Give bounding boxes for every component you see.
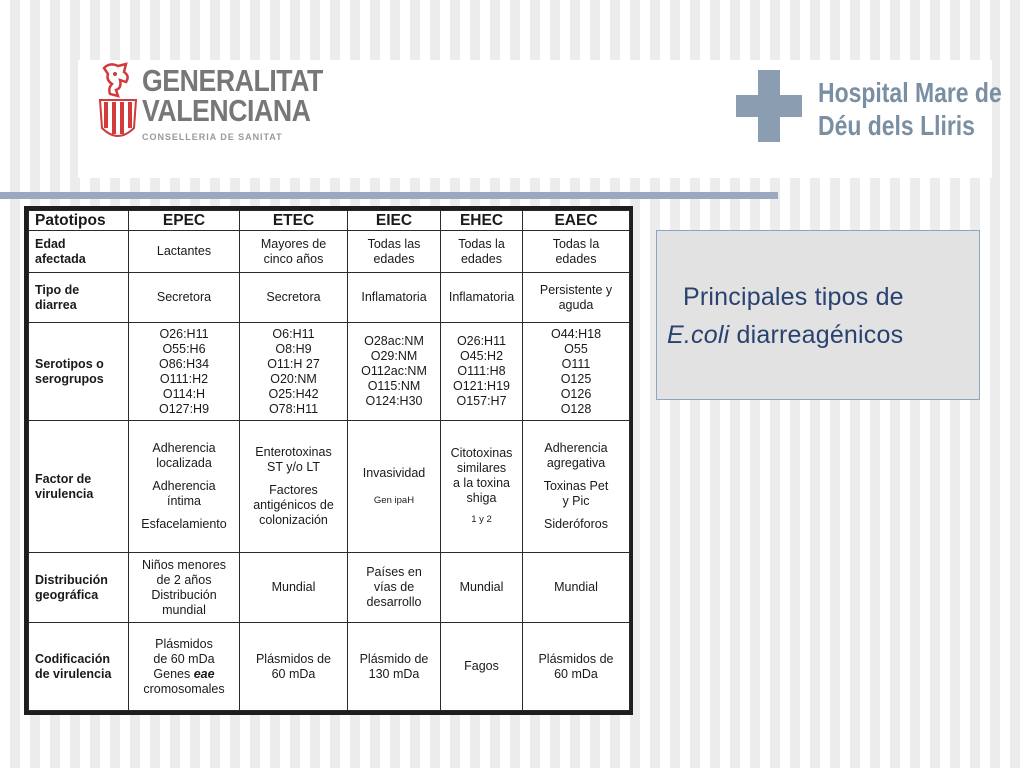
pathotypes-table (28, 210, 630, 711)
row-label (29, 421, 129, 553)
cell-line: edades (555, 251, 597, 266)
note-gen-ipah: Gen ipaH (373, 494, 415, 506)
cell-line: desarrollo (366, 595, 422, 609)
slide-title-line2 (667, 321, 903, 350)
slide-title-box (656, 230, 980, 400)
cell-line: O78:H11 (268, 401, 319, 416)
cell-line: cromosomales (143, 681, 225, 696)
cell-line: Secretora (156, 290, 212, 304)
cell-line: a la toxina (453, 476, 510, 490)
cell-line: aguda (558, 297, 594, 312)
cell-ehec (441, 623, 523, 711)
cell-line: Enterotoxinas (255, 445, 332, 459)
cell-line: O25:H42 (268, 386, 319, 401)
cell-line: O86:H34 (158, 356, 210, 371)
conselleria-subtitle: CONSELLERIA DE SANITAT (142, 132, 283, 143)
cell-etec (240, 273, 348, 323)
cell-line: O26:H11 (159, 326, 209, 341)
cell-line: edades (373, 251, 415, 266)
cell-ehec (441, 231, 523, 273)
header-eiec: EIEC (348, 211, 441, 231)
cell-epec (129, 231, 240, 273)
cell-epec (129, 623, 240, 711)
cell-line: O115:NM (367, 379, 421, 393)
cell-eaec (523, 421, 630, 553)
header-etec: ETEC (240, 211, 348, 231)
table-row (29, 623, 630, 711)
cell-line: Citotoxinas (450, 446, 513, 460)
cell-line: Inflamatoria (361, 290, 427, 304)
cell-line (242, 475, 345, 483)
row-label-line: Edad (35, 236, 66, 251)
cell-line: O8:H9 (275, 341, 312, 356)
cell-ehec (441, 323, 523, 421)
cell-line (131, 509, 237, 517)
cell-etec (240, 231, 348, 273)
cell-line: Todas la (458, 236, 505, 251)
cell-line: ST y/o LT (266, 460, 321, 474)
cell-line: mundial (162, 602, 206, 617)
cell-line: Plásmidos (155, 636, 213, 651)
row-label-line: virulencia (35, 486, 94, 501)
cell-line: 60 mDa (271, 666, 316, 681)
generalitat-emblem-icon (96, 62, 138, 146)
cell-etec (240, 553, 348, 623)
cell-line: O157:H7 (456, 394, 507, 408)
cell-eaec (523, 623, 630, 711)
cell-line (131, 471, 237, 479)
cell-line: Factores (269, 483, 318, 497)
hospital-line1: Hospital Mare de (818, 77, 1002, 108)
cell-line: O111:H8 (457, 364, 506, 378)
cell-line: O111:H2 (159, 371, 209, 386)
cell-line: colonización (259, 513, 328, 527)
cell-line: Secretora (266, 290, 321, 304)
row-label-line: de virulencia (35, 666, 112, 681)
pathotypes-table-container (28, 210, 629, 711)
gene-eae: eae (193, 666, 215, 681)
hospital-logo (736, 70, 1002, 150)
cell-line: Adherencia (152, 441, 216, 455)
row-label-line: geográfica (35, 587, 99, 602)
cell-line: Lactantes (156, 244, 212, 258)
divider-bar (0, 192, 778, 199)
table-row (29, 273, 630, 323)
cell-eaec (523, 553, 630, 623)
cell-line: de 60 mDa (153, 651, 215, 666)
header-epec: EPEC (129, 211, 240, 231)
cell-eiec (348, 553, 441, 623)
cell-eiec (348, 231, 441, 273)
cell-line: Genes eae (153, 666, 215, 681)
cell-line: O121:H19 (453, 379, 510, 393)
cell-line: O114:H (162, 386, 206, 401)
cell-line: Inflamatoria (448, 290, 515, 304)
cell-ehec (441, 553, 523, 623)
cell-line: O55 (564, 341, 588, 356)
cell-ehec (441, 273, 523, 323)
hospital-cross-icon (736, 70, 802, 142)
row-label (29, 273, 129, 323)
cell-line: Mundial (271, 580, 316, 594)
cell-line: O112ac:NM (361, 364, 427, 378)
cell-eiec (348, 421, 441, 553)
cell-line: Mundial (459, 580, 504, 594)
cell-line: antigénicos de (253, 498, 334, 512)
row-label (29, 231, 129, 273)
cell-epec (129, 421, 240, 553)
header-patotipos: Patotipos (29, 211, 129, 231)
generalitat-valenciana-logo (96, 62, 323, 158)
cell-etec (240, 623, 348, 711)
cell-etec (240, 421, 348, 553)
cell-line: vías de (373, 580, 415, 594)
cell-line: íntima (166, 494, 202, 508)
cell-eaec (523, 231, 630, 273)
hospital-name (818, 76, 1024, 142)
cell-line: O29:NM (370, 349, 418, 363)
cell-line (525, 509, 627, 517)
cell-line: O111 (561, 356, 591, 371)
row-label-line: Distribución (35, 572, 108, 587)
cell-line: Todas las (367, 236, 421, 251)
cell-eaec (523, 273, 630, 323)
cell-line: Toxinas Pet (543, 479, 609, 493)
cell-epec (129, 273, 240, 323)
row-label-line: Factor de (35, 471, 92, 486)
cell-line: O55:H6 (162, 341, 206, 356)
table-row (29, 323, 630, 421)
cell-line: Adherencia (152, 479, 216, 493)
cell-ehec (441, 421, 523, 553)
cell-line: Esfacelamiento (141, 517, 227, 531)
table-row (29, 421, 630, 553)
cell-line: Plásmidos de (255, 651, 332, 666)
table-row (29, 553, 630, 623)
cell-line: shiga (466, 491, 497, 505)
row-label (29, 553, 129, 623)
cell-eiec (348, 273, 441, 323)
cell-line: 130 mDa (368, 666, 420, 681)
row-label-line: serogrupos (35, 371, 104, 386)
cell-line: localizada (156, 456, 212, 470)
cell-line: Adherencia (544, 441, 608, 455)
cell-line: 60 mDa (554, 666, 598, 681)
cell-line: similares (456, 461, 507, 475)
row-label-line: diarrea (35, 297, 77, 312)
cell-line: Fagos (464, 659, 499, 673)
cell-line: O128 (560, 401, 592, 416)
cell-line: Niños menores (141, 557, 227, 572)
cell-line (525, 471, 627, 479)
cell-line: agregativa (546, 456, 606, 470)
row-label (29, 623, 129, 711)
hospital-line2: Déu dels Lliris (818, 110, 975, 141)
cell-line: O126 (560, 386, 592, 401)
cell-etec (240, 323, 348, 421)
slide-title-ecoli: E.coli (667, 321, 730, 349)
cell-line: Mundial (554, 580, 598, 594)
generalitat-line1: GENERALITAT (142, 63, 323, 98)
cell-line: O28ac:NM (364, 334, 424, 348)
cell-line: Invasividad (362, 465, 426, 480)
cell-line: Distribución (151, 587, 217, 602)
cell-line: O124:H30 (365, 394, 423, 408)
pathotypes-table-frame (24, 206, 633, 715)
cell-line: y Pic (562, 494, 590, 508)
cell-line: O44:H18 (550, 326, 602, 341)
table-header-row (29, 211, 630, 231)
note-1-y-2: 1 y 2 (471, 514, 492, 525)
slide-title-line1: Principales tipos de (683, 283, 904, 311)
row-label (29, 323, 129, 421)
cell-line: Plásmido de (359, 651, 429, 666)
header-eaec: EAEC (523, 211, 630, 231)
cell-line: cinco años (263, 251, 324, 266)
cell-eaec (523, 323, 630, 421)
table-row (29, 231, 630, 273)
cell-line: O6:H11 (272, 326, 315, 341)
header-ehec: EHEC (441, 211, 523, 231)
cell-eiec (348, 623, 441, 711)
row-label-line: afectada (35, 251, 86, 266)
slide-title-rest: diarreagénicos (729, 321, 904, 349)
cell-line: O20:NM (270, 371, 317, 386)
cell-line: Persistente y (539, 282, 613, 297)
cell-line: edades (460, 251, 502, 266)
generalitat-line2: VALENCIANA (142, 93, 311, 128)
cell-epec (129, 323, 240, 421)
cell-line: O11:H 27 (267, 356, 320, 371)
cell-line: Todas la (552, 236, 600, 251)
cell-line: Plásmidos de (538, 651, 614, 666)
row-label-line: Tipo de (35, 282, 80, 297)
cell-line: Países en (366, 565, 422, 579)
cell-line: O125 (560, 371, 592, 386)
cell-eiec (348, 323, 441, 421)
row-label-line: Codificación (35, 651, 111, 666)
cell-line: de 2 años (156, 572, 212, 587)
row-label-line: Serotipos o (35, 356, 104, 371)
cell-line: Sideróforos (544, 517, 608, 531)
cell-line: O45:H2 (459, 349, 504, 363)
cell-epec (129, 553, 240, 623)
cell-line: O127:H9 (158, 401, 210, 416)
cell-line: Mayores de (260, 236, 327, 251)
cell-line: O26:H11 (456, 334, 507, 348)
generalitat-text (142, 63, 352, 143)
